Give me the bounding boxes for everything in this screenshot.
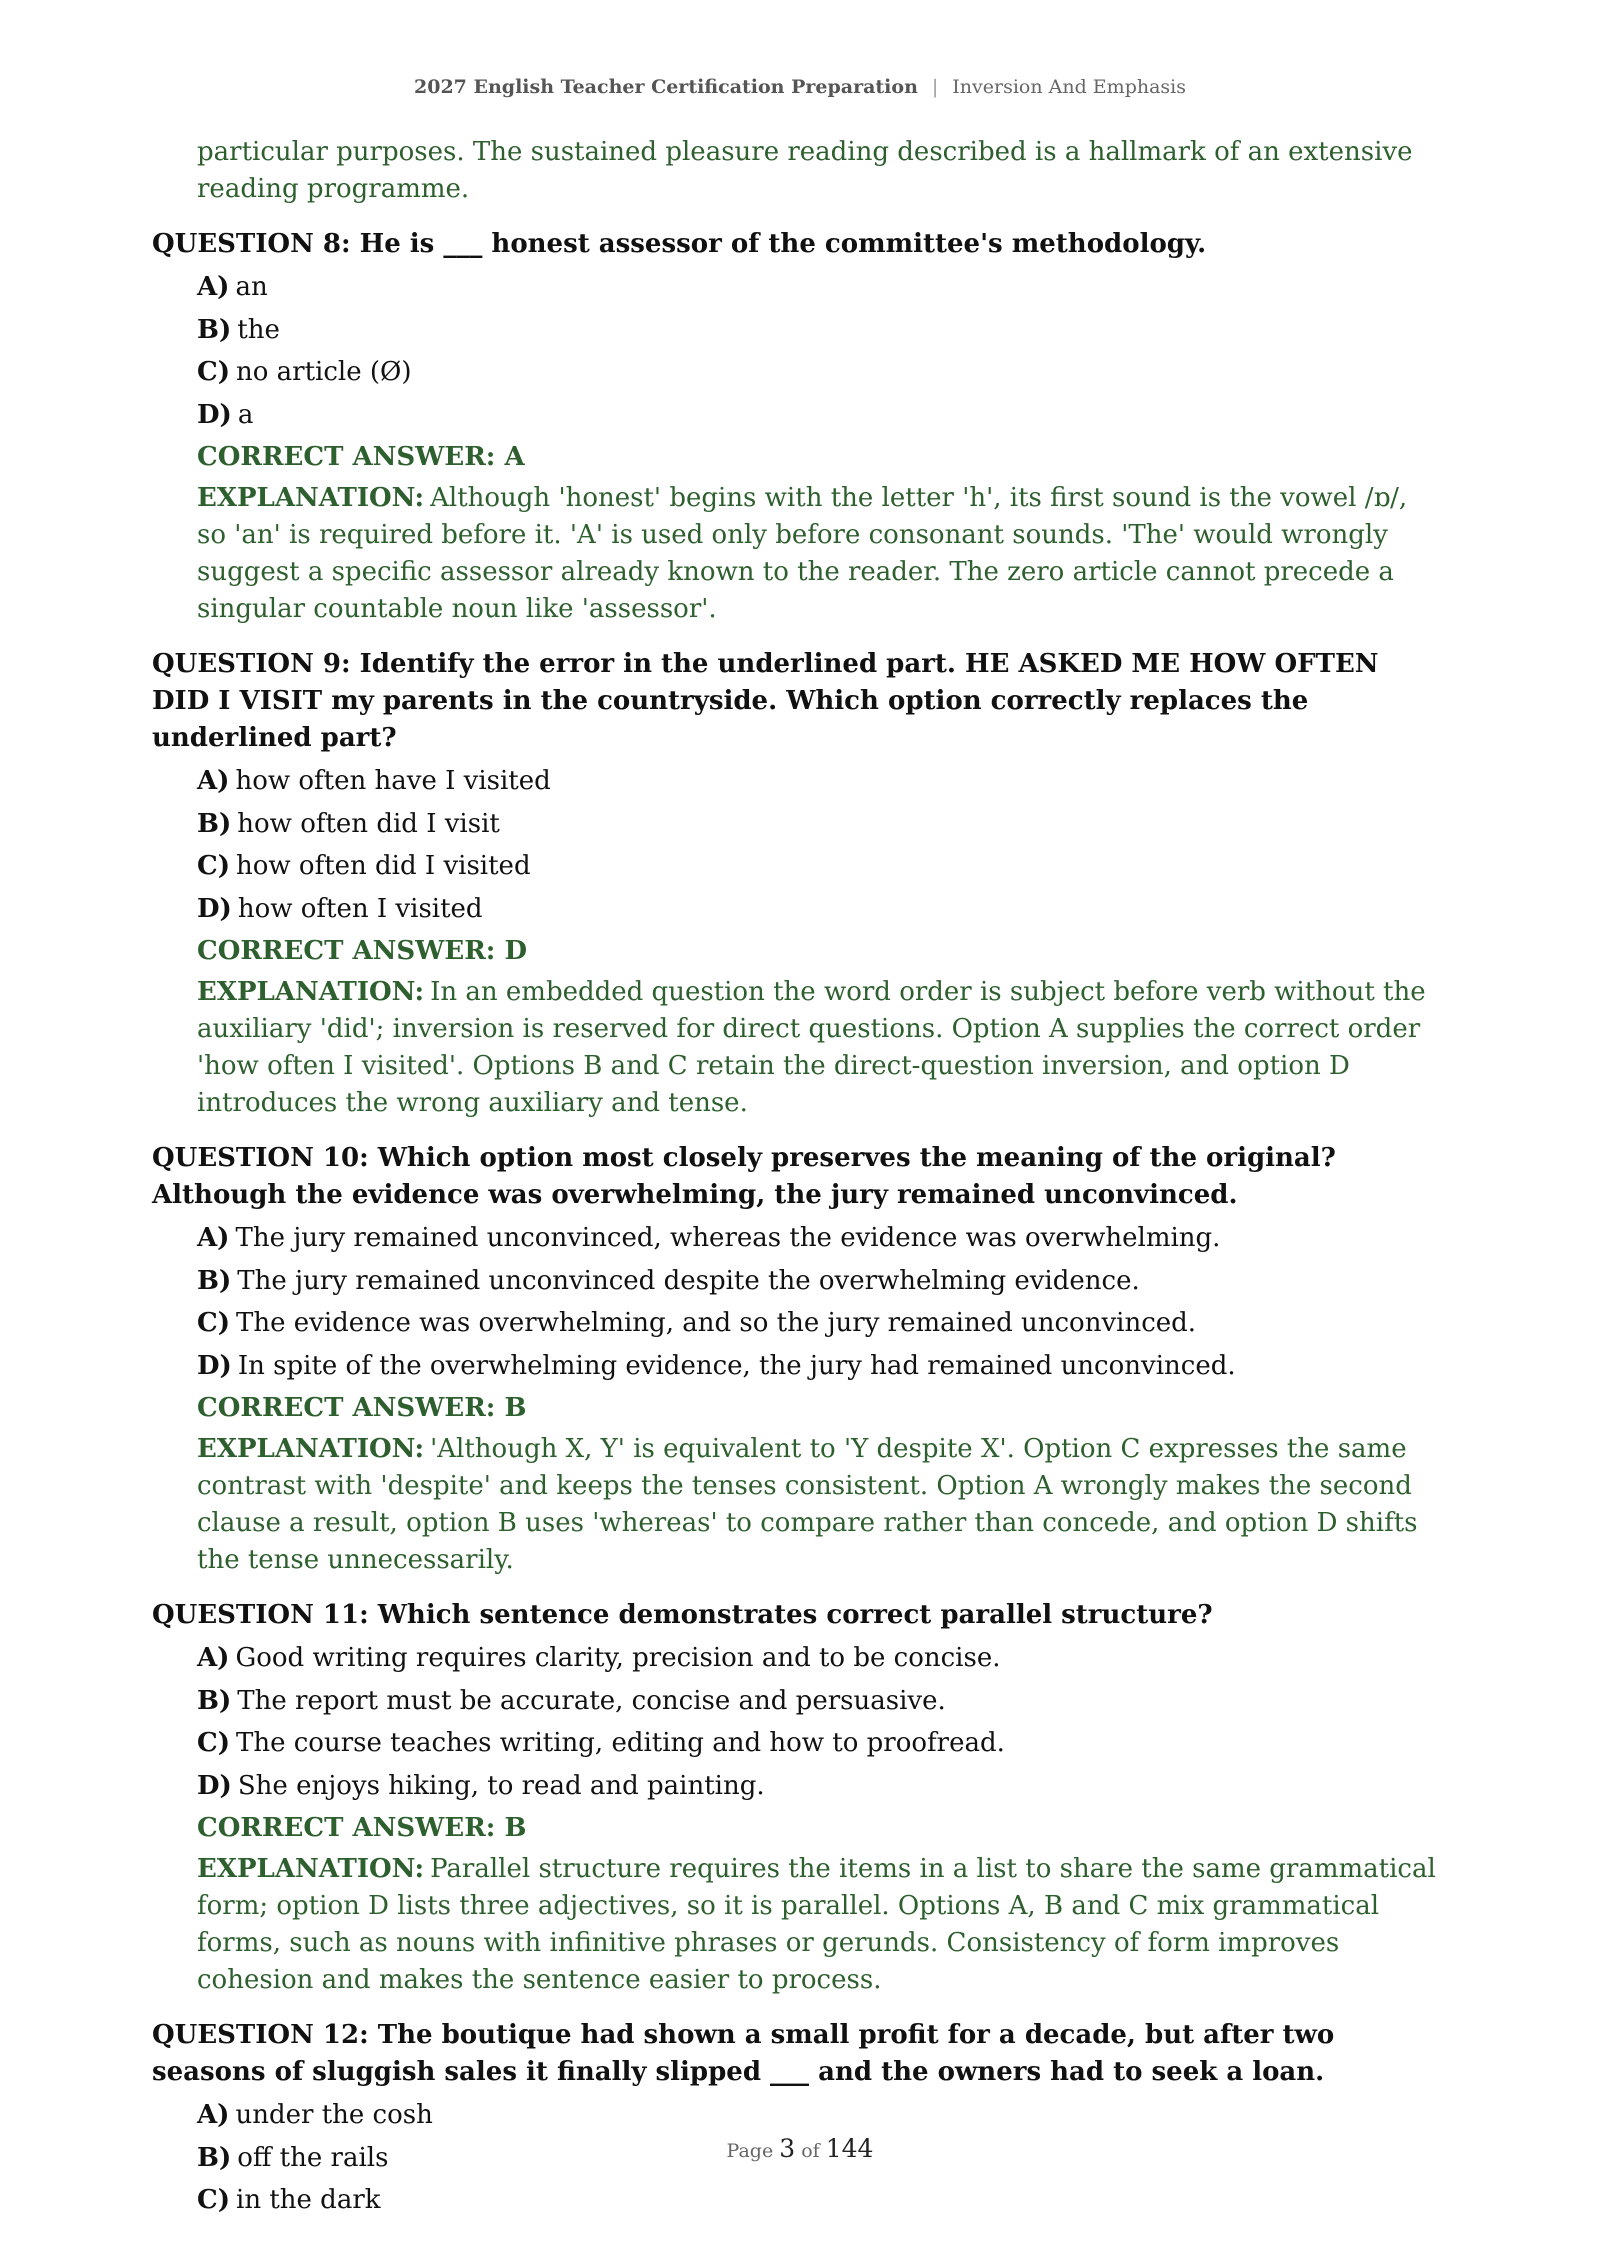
question-stem: QUESTION 11: Which sentence demonstrates correct parallel structure? xyxy=(152,1600,1213,1630)
option-text: in the dark xyxy=(236,2185,381,2215)
option-text: how often I visited xyxy=(237,893,483,924)
question-stem: QUESTION 10: Which option most closely preserves the meaning of the original? Although the evidence was overwhelming, the jury remained unconvinced. xyxy=(152,1143,1336,1210)
option-text: The jury remained unconvinced despite the overwhelming evidence. xyxy=(237,1265,1140,1296)
explanation-label: EXPLANATION: xyxy=(197,977,425,1007)
option-list xyxy=(197,763,1442,928)
option-text: no article (Ø) xyxy=(236,357,412,387)
option-letter: A) xyxy=(197,1223,230,1253)
question-stem: QUESTION 8: He is ___ honest assessor of the committee's methodology. xyxy=(152,229,1207,259)
option-item xyxy=(197,2097,1442,2134)
question-stem: QUESTION 12: The boutique had shown a small profit for a decade, but after two seasons of sluggish sales it finally slipped ___ and the owners had to seek a loan. xyxy=(152,2020,1335,2087)
correct-answer: CORRECT ANSWER: B xyxy=(197,1393,527,1423)
option-item xyxy=(197,1263,1442,1300)
option-item xyxy=(197,1725,1442,1762)
correct-answer: CORRECT ANSWER: B xyxy=(197,1813,527,1843)
option-text: She enjoys hiking, to read and painting. xyxy=(237,1770,765,1801)
option-letter: A) xyxy=(197,1643,230,1673)
document-title: 2027 English Teacher Certification Preparation xyxy=(414,76,918,98)
page-content xyxy=(152,134,1442,2237)
explanation-label: EXPLANATION: xyxy=(197,1434,425,1464)
correct-answer: CORRECT ANSWER: D xyxy=(197,936,528,966)
option-letter: C) xyxy=(197,2185,230,2215)
explanation-text: 'Although X, Y' is equivalent to 'Y despite X'. Option C expresses the same contrast with 'despite' and keeps the tenses consistent. Option A wrongly makes the second clause a result, option B uses 'whereas' to compare rather than concede, and option D shifts the tense unnecessarily. xyxy=(197,1434,1418,1575)
question-block xyxy=(152,646,1442,1122)
option-text: The jury remained unconvinced, whereas the evidence was overwhelming. xyxy=(235,1223,1221,1253)
option-item xyxy=(197,763,1442,800)
option-item xyxy=(197,1683,1442,1720)
section-title: Inversion And Emphasis xyxy=(952,76,1186,98)
question-block xyxy=(152,2017,1442,2219)
carry-over-explanation: particular purposes. The sustained pleasure reading described is a hallmark of an extensive reading programme. xyxy=(197,137,1413,204)
option-text: an xyxy=(235,272,268,302)
option-item xyxy=(197,1768,1442,1805)
option-text: a xyxy=(237,399,254,430)
option-letter: D) xyxy=(197,1350,232,1381)
option-letter: A) xyxy=(197,2100,230,2130)
option-list xyxy=(197,1640,1442,1805)
explanation xyxy=(197,974,1442,1122)
option-item xyxy=(197,312,1442,349)
option-text: Good writing requires clarity, precision and to be concise. xyxy=(235,1643,1001,1673)
explanation xyxy=(197,1851,1442,1999)
option-letter: B) xyxy=(197,2142,232,2173)
explanation-text: Although 'honest' begins with the letter 'h', its first sound is the vowel /ɒ/, so 'an' is required before it. 'A' is used only before consonant sounds. 'The' would wrongly suggest a specific assessor already known to the reader. The zero article cannot precede a singular countable noun like 'assessor'. xyxy=(197,483,1408,624)
option-letter: D) xyxy=(197,1770,232,1801)
explanation-label: EXPLANATION: xyxy=(197,483,425,513)
of-word: of xyxy=(801,2140,820,2162)
option-item xyxy=(197,1220,1442,1257)
option-item xyxy=(197,1640,1442,1677)
option-letter: B) xyxy=(197,808,232,839)
option-text: The evidence was overwhelming, and so the jury remained unconvinced. xyxy=(236,1308,1197,1338)
explanation xyxy=(197,1431,1442,1579)
explanation-text: In an embedded question the word order is subject before verb without the auxiliary 'did'; inversion is reserved for direct questions. Option A supplies the correct order 'how often I visited'. Options B and C retain the direct-question inversion, and option D introduces the wrong auxiliary and tense. xyxy=(197,977,1426,1118)
option-item xyxy=(197,1348,1442,1385)
page-footer xyxy=(0,2134,1600,2163)
page-word: Page xyxy=(726,2140,774,2162)
option-item xyxy=(197,848,1442,885)
option-text: the xyxy=(237,314,280,345)
page-number: 3 xyxy=(779,2134,796,2163)
option-letter: B) xyxy=(197,1685,232,1716)
option-letter: C) xyxy=(197,851,230,881)
option-letter: C) xyxy=(197,1728,230,1758)
option-text: how often have I visited xyxy=(235,766,551,796)
option-item xyxy=(197,1305,1442,1342)
option-list xyxy=(197,1220,1442,1385)
option-letter: D) xyxy=(197,399,232,430)
option-letter: D) xyxy=(197,893,232,924)
option-item xyxy=(197,269,1442,306)
option-text: how often did I visit xyxy=(237,808,500,839)
option-letter: B) xyxy=(197,1265,232,1296)
option-letter: B) xyxy=(197,314,232,345)
explanation-label: EXPLANATION: xyxy=(197,1854,425,1884)
option-list xyxy=(197,269,1442,434)
option-text: how often did I visited xyxy=(236,851,531,881)
header-separator: | xyxy=(931,76,939,98)
option-text: under the cosh xyxy=(235,2100,433,2130)
option-item xyxy=(197,354,1442,391)
option-item xyxy=(197,2182,1442,2219)
option-text: off the rails xyxy=(237,2142,389,2173)
question-block xyxy=(152,226,1442,628)
option-item xyxy=(197,891,1442,928)
question-block xyxy=(152,1597,1442,1999)
option-letter: A) xyxy=(197,766,230,796)
option-item xyxy=(197,806,1442,843)
correct-answer: CORRECT ANSWER: A xyxy=(197,442,525,472)
running-header xyxy=(0,76,1600,98)
total-pages: 144 xyxy=(825,2134,874,2163)
question-stem: QUESTION 9: Identify the error in the underlined part. HE ASKED ME HOW OFTEN DID I VISIT my parents in the countryside. Which option correctly replaces the underlined part? xyxy=(152,649,1379,753)
option-letter: C) xyxy=(197,1308,230,1338)
explanation xyxy=(197,480,1442,628)
option-item xyxy=(197,397,1442,434)
option-text: The report must be accurate, concise and persuasive. xyxy=(237,1685,946,1716)
question-block xyxy=(152,1140,1442,1579)
explanation-text: Parallel structure requires the items in a list to share the same grammatical form; option D lists three adjectives, so it is parallel. Options A, B and C mix grammatical forms, such as nouns with infinitive phrases or gerunds. Consistency of form improves cohesion and makes the sentence easier to process. xyxy=(197,1854,1436,1995)
option-letter: C) xyxy=(197,357,230,387)
option-letter: A) xyxy=(197,272,230,302)
option-text: The course teaches writing, editing and how to proofread. xyxy=(236,1728,1005,1758)
option-text: In spite of the overwhelming evidence, the jury had remained unconvinced. xyxy=(237,1350,1236,1381)
